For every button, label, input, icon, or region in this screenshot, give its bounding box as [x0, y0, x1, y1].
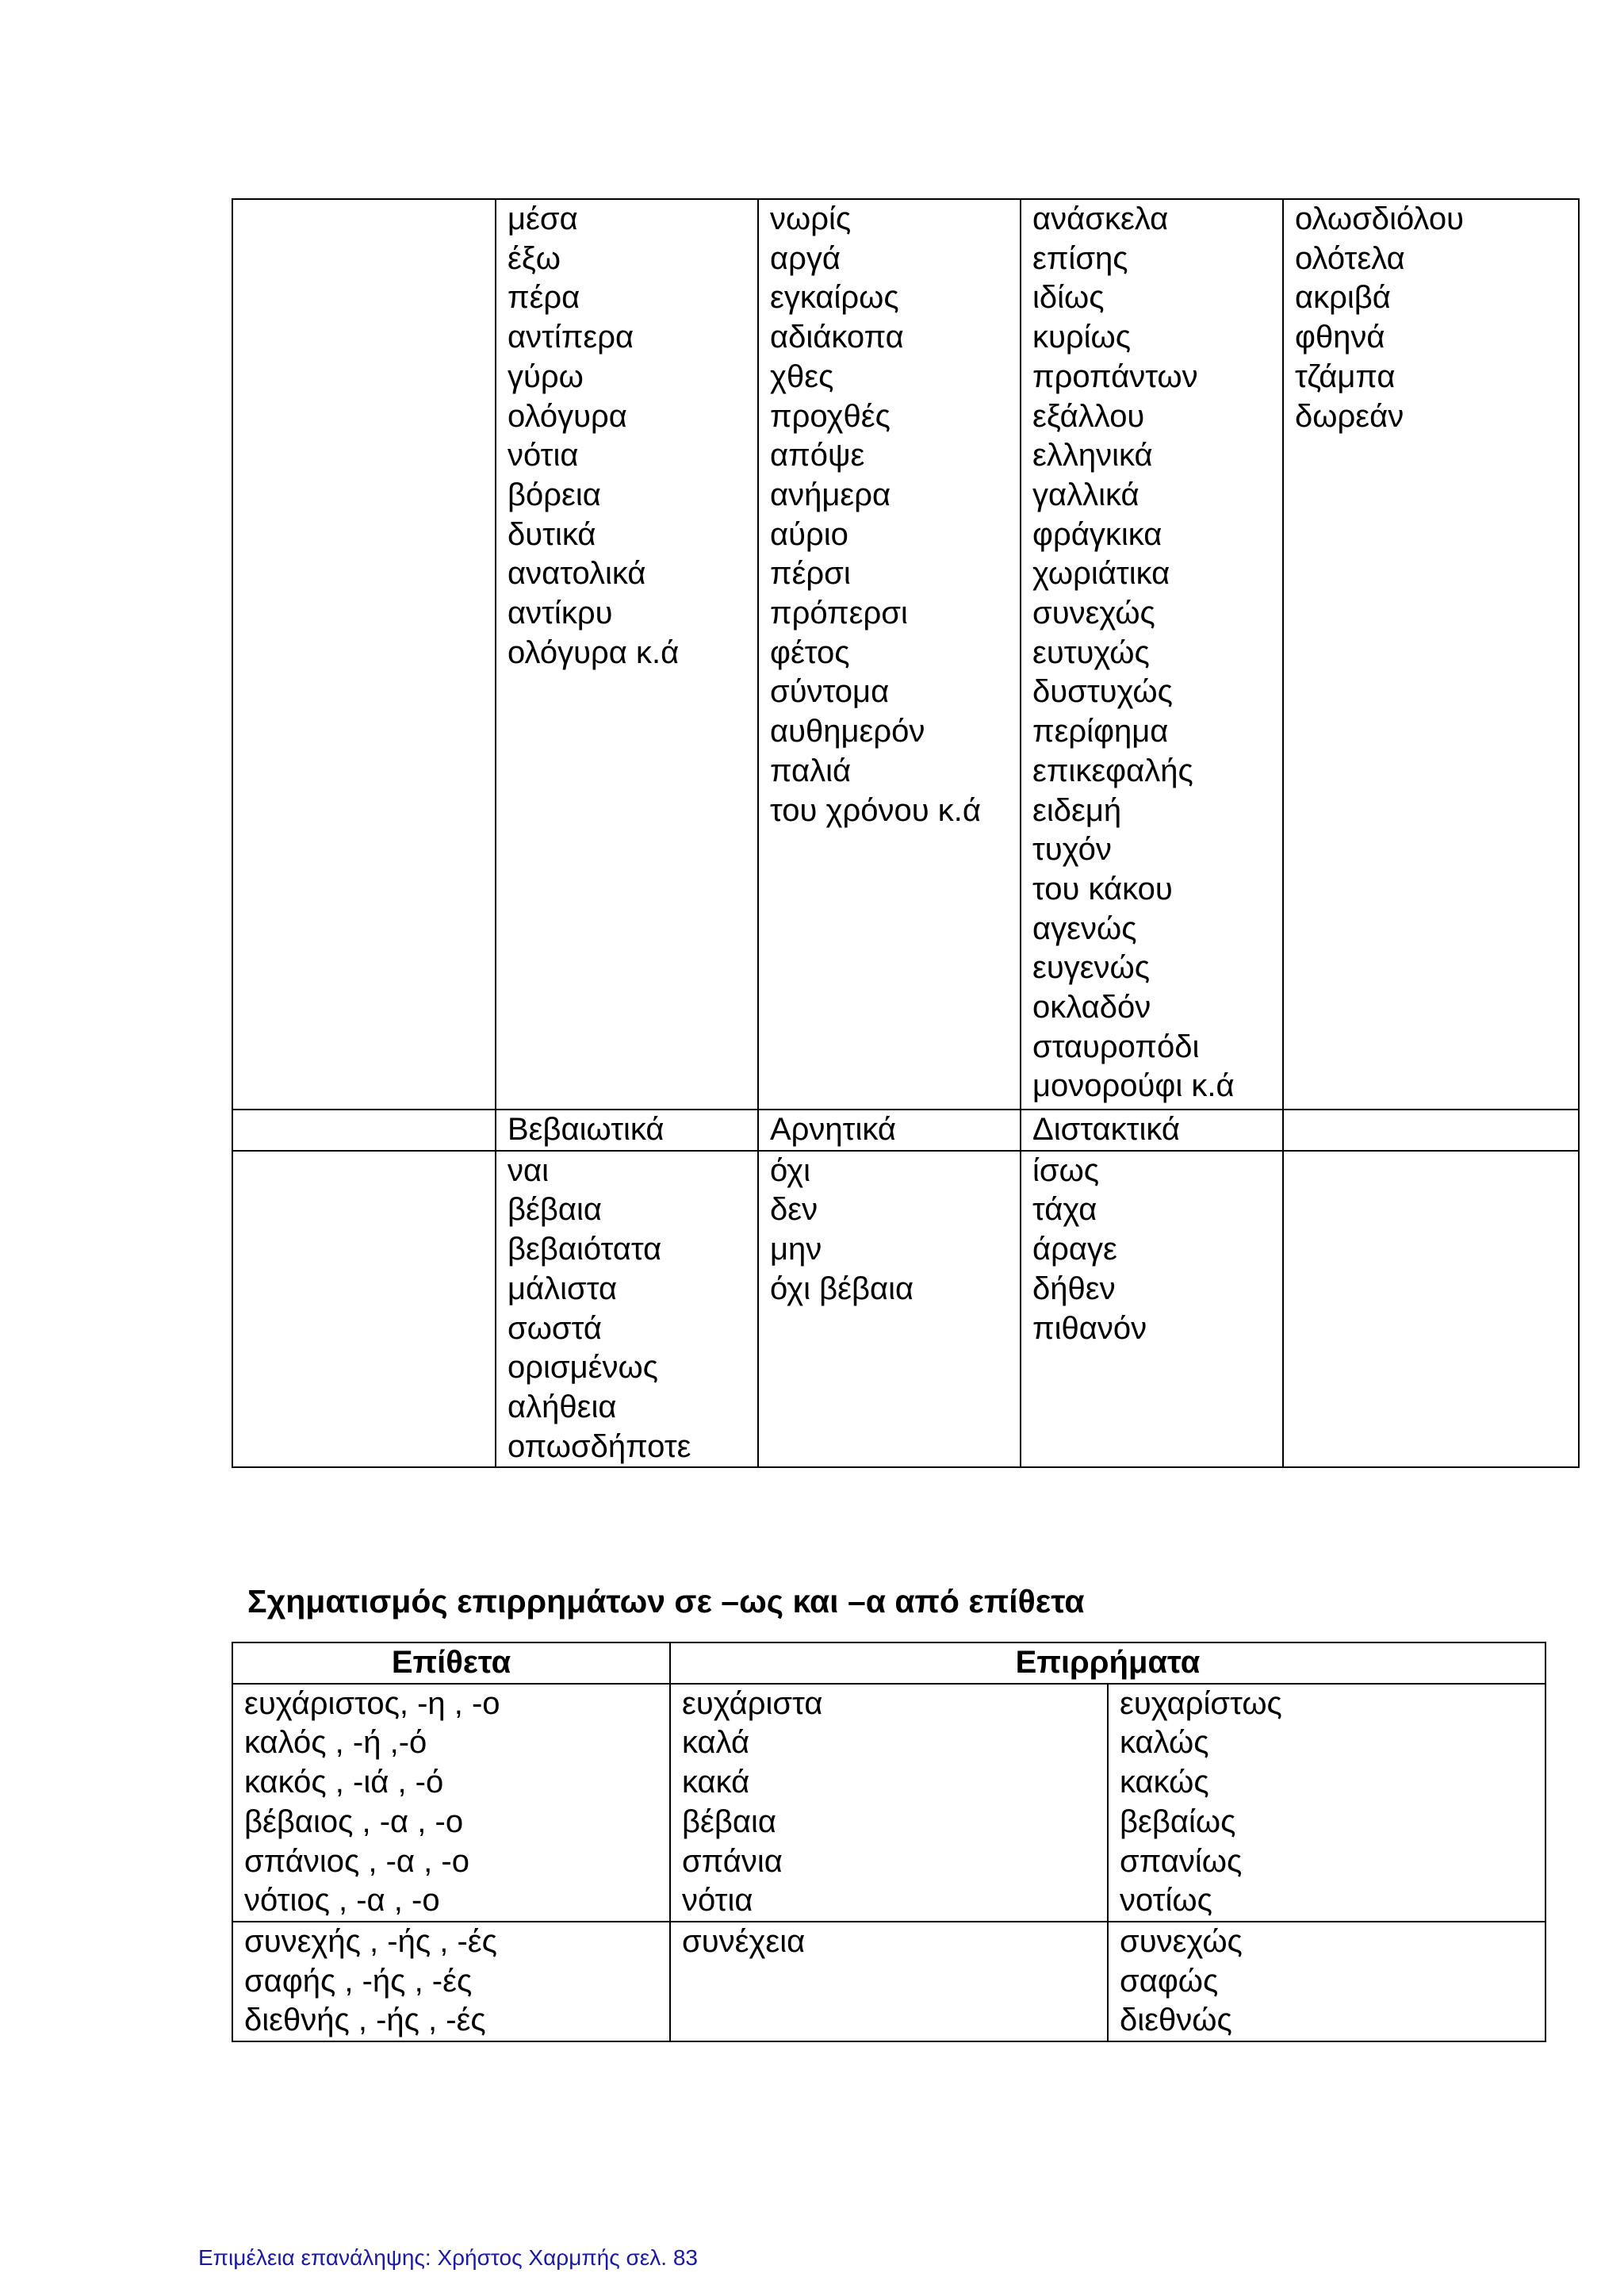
negative-adverbs-cell: [758, 1151, 1021, 1468]
list-item: ευχάριστα: [682, 1685, 823, 1721]
list-item: σαφής , -ής , -ές: [244, 1963, 473, 1999]
adverbs-category-row: [232, 1110, 1579, 1151]
list-item: γύρω: [508, 358, 584, 394]
list-item: διεθνής , -ής , -ές: [244, 2003, 486, 2038]
manner-adverbs-cell: [1021, 199, 1283, 1110]
list-item: εξάλλου: [1032, 398, 1145, 434]
list-item: νότιος , -α , -ο: [244, 1883, 440, 1918]
list-item: γαλλικά: [1032, 477, 1139, 512]
list-item: σωστά: [508, 1310, 602, 1346]
list-item: καλά: [682, 1725, 750, 1761]
list-item: επίσης: [1032, 240, 1128, 276]
list-item: αγενώς: [1032, 910, 1137, 946]
list-item: πρόπερσι: [770, 596, 908, 631]
list-item: αύριο: [770, 516, 848, 552]
list-item: μονορούφι κ.ά: [1032, 1068, 1235, 1104]
list-item: βέβαια: [508, 1192, 602, 1228]
list-item: ελληνικά: [1032, 438, 1153, 473]
list-item: βόρεια: [508, 477, 601, 512]
list-item: σπάνιος , -α , -ο: [244, 1843, 469, 1879]
list-item: καλός , -ή ,-ό: [244, 1725, 427, 1761]
time-adverbs-cell: [758, 199, 1021, 1110]
list-item: αδιάκοπα: [770, 320, 904, 355]
list-item: δεν: [770, 1192, 818, 1228]
adverb-cell: [232, 199, 496, 1110]
list-item: φθηνά: [1295, 320, 1385, 355]
category-header-negative: Αρνητικά: [758, 1110, 1021, 1151]
list-item: προπάντων: [1032, 358, 1198, 394]
list-item: φέτος: [770, 634, 850, 670]
list-item: αργά: [770, 240, 841, 276]
list-item: δωρεάν: [1295, 398, 1404, 434]
list-item: νότια: [682, 1883, 753, 1918]
list-item: διεθνώς: [1120, 2003, 1232, 2038]
list-item: καλώς: [1120, 1725, 1209, 1761]
list-item: ολόγυρα κ.ά: [508, 634, 680, 670]
list-item: ίσως: [1032, 1152, 1100, 1188]
list-item: σπάνια: [682, 1843, 783, 1879]
list-item: νότια: [508, 438, 579, 473]
category-header: [1283, 1110, 1579, 1151]
adjectives-cell: [232, 1922, 670, 2041]
list-item: συνέχεια: [682, 1923, 806, 1959]
table-row: [232, 1922, 1545, 2041]
list-item: περίφημα: [1032, 714, 1169, 749]
list-item: ανατολικά: [508, 556, 646, 592]
list-item: άραγε: [1032, 1232, 1117, 1267]
list-item: φράγκικα: [1032, 516, 1162, 552]
list-item: ευχαρίστως: [1120, 1685, 1282, 1721]
list-item: πέρα: [508, 280, 580, 316]
list-item: νωρίς: [770, 201, 852, 236]
category-header-affirmative: Βεβαιωτικά: [496, 1110, 758, 1151]
list-item: ολόγυρα: [508, 398, 627, 434]
list-item: κυρίως: [1032, 320, 1132, 355]
list-item: οκλαδόν: [1032, 990, 1151, 1025]
list-item: πιθανόν: [1032, 1310, 1147, 1346]
table-row: [232, 1684, 1545, 1922]
list-item: δυτικά: [508, 516, 596, 552]
list-item: τζάμπα: [1295, 358, 1396, 394]
category-header-dubitative: Διστακτικά: [1021, 1110, 1283, 1151]
list-item: κακά: [682, 1765, 750, 1800]
list-item: μην: [770, 1232, 822, 1267]
list-item: ανήμερα: [770, 477, 891, 512]
list-item: παλιά: [770, 753, 852, 788]
affirmative-adverbs-cell: [496, 1151, 758, 1468]
list-item: σταυροπόδι: [1032, 1029, 1200, 1064]
place-adverbs-cell: [496, 199, 758, 1110]
list-item: μέσα: [508, 201, 578, 236]
list-item: κακώς: [1120, 1765, 1209, 1800]
adverbs-list-row: [232, 1151, 1579, 1468]
list-item: ναι: [508, 1152, 550, 1188]
list-item: του χρόνου κ.ά: [770, 792, 981, 828]
list-item: επικεφαλής: [1032, 753, 1193, 788]
list-item: χωριάτικα: [1032, 556, 1170, 592]
list-item: συνεχής , -ής , -ές: [244, 1923, 497, 1959]
header-adjectives: Επίθετα: [232, 1642, 670, 1684]
list-item: σαφώς: [1120, 1963, 1219, 1999]
header-adverbs: Επιρρήματα: [670, 1642, 1545, 1684]
list-item: βεβαίως: [1120, 1803, 1236, 1839]
list-item: βεβαιότατα: [508, 1232, 662, 1267]
list-item: ολωσδιόλου: [1295, 201, 1464, 236]
list-item: εγκαίρως: [770, 280, 899, 316]
formation-header-row: [232, 1642, 1545, 1684]
list-item: αλήθεια: [508, 1389, 617, 1424]
adverbs-table: [232, 198, 1580, 1468]
list-item: ορισμένως: [508, 1350, 658, 1386]
list-item: κακός , -ιά , -ό: [244, 1765, 444, 1800]
list-item: ευχάριστος, -η , -ο: [244, 1685, 500, 1721]
adjectives-cell: [232, 1684, 670, 1922]
list-item: δήθεν: [1032, 1271, 1116, 1306]
list-item: οπωσδήποτε: [508, 1428, 691, 1464]
list-item: σύντομα: [770, 674, 890, 710]
list-item: τυχόν: [1032, 832, 1112, 868]
list-item: πέρσι: [770, 556, 851, 592]
category-header: [232, 1110, 496, 1151]
list-item: μάλιστα: [508, 1271, 618, 1306]
list-item: όχι: [770, 1152, 811, 1188]
adverbs-list-row: [232, 199, 1579, 1110]
adverbs-a-cell: [670, 1684, 1108, 1922]
list-item: του κάκου: [1032, 871, 1173, 907]
list-item: αυθημερόν: [770, 714, 925, 749]
adverb-cell: [1283, 1151, 1579, 1468]
list-item: ιδίως: [1032, 280, 1105, 316]
list-item: όχι βέβαια: [770, 1271, 914, 1306]
list-item: ευτυχώς: [1032, 634, 1150, 670]
list-item: ειδεμή: [1032, 792, 1122, 828]
quantity-adverbs-cell: [1283, 199, 1579, 1110]
list-item: χθες: [770, 358, 834, 394]
list-item: απόψε: [770, 438, 865, 473]
section-title: Σχηματισμός επιρρημάτων σε –ως και –α από επίθετα: [247, 1583, 1085, 1619]
list-item: αντίπερα: [508, 320, 634, 355]
list-item: προχθές: [770, 398, 891, 434]
page-footer: Επιμέλεια επανάληψης: Χρήστος Χαρμπής σελ. 83: [198, 2245, 698, 2270]
adverbs-a-cell: [670, 1922, 1108, 2041]
list-item: νοτίως: [1120, 1883, 1212, 1918]
list-item: ακριβά: [1295, 280, 1391, 316]
list-item: έξω: [508, 240, 561, 276]
list-item: αντίκρυ: [508, 596, 613, 631]
list-item: ολότελα: [1295, 240, 1405, 276]
list-item: βέβαιος , -α , -ο: [244, 1803, 464, 1839]
list-item: βέβαια: [682, 1803, 776, 1839]
list-item: συνεχώς: [1120, 1923, 1243, 1959]
list-item: συνεχώς: [1032, 596, 1155, 631]
list-item: ευγενώς: [1032, 950, 1151, 986]
list-item: σπανίως: [1120, 1843, 1243, 1879]
list-item: ανάσκελα: [1032, 201, 1169, 236]
list-item: δυστυχώς: [1032, 674, 1173, 710]
dubitative-adverbs-cell: [1021, 1151, 1283, 1468]
adverbs-ws-cell: [1108, 1684, 1545, 1922]
formation-table: [232, 1642, 1546, 2042]
adverbs-ws-cell: [1108, 1922, 1545, 2041]
adverb-cell: [232, 1151, 496, 1468]
list-item: τάχα: [1032, 1192, 1097, 1228]
